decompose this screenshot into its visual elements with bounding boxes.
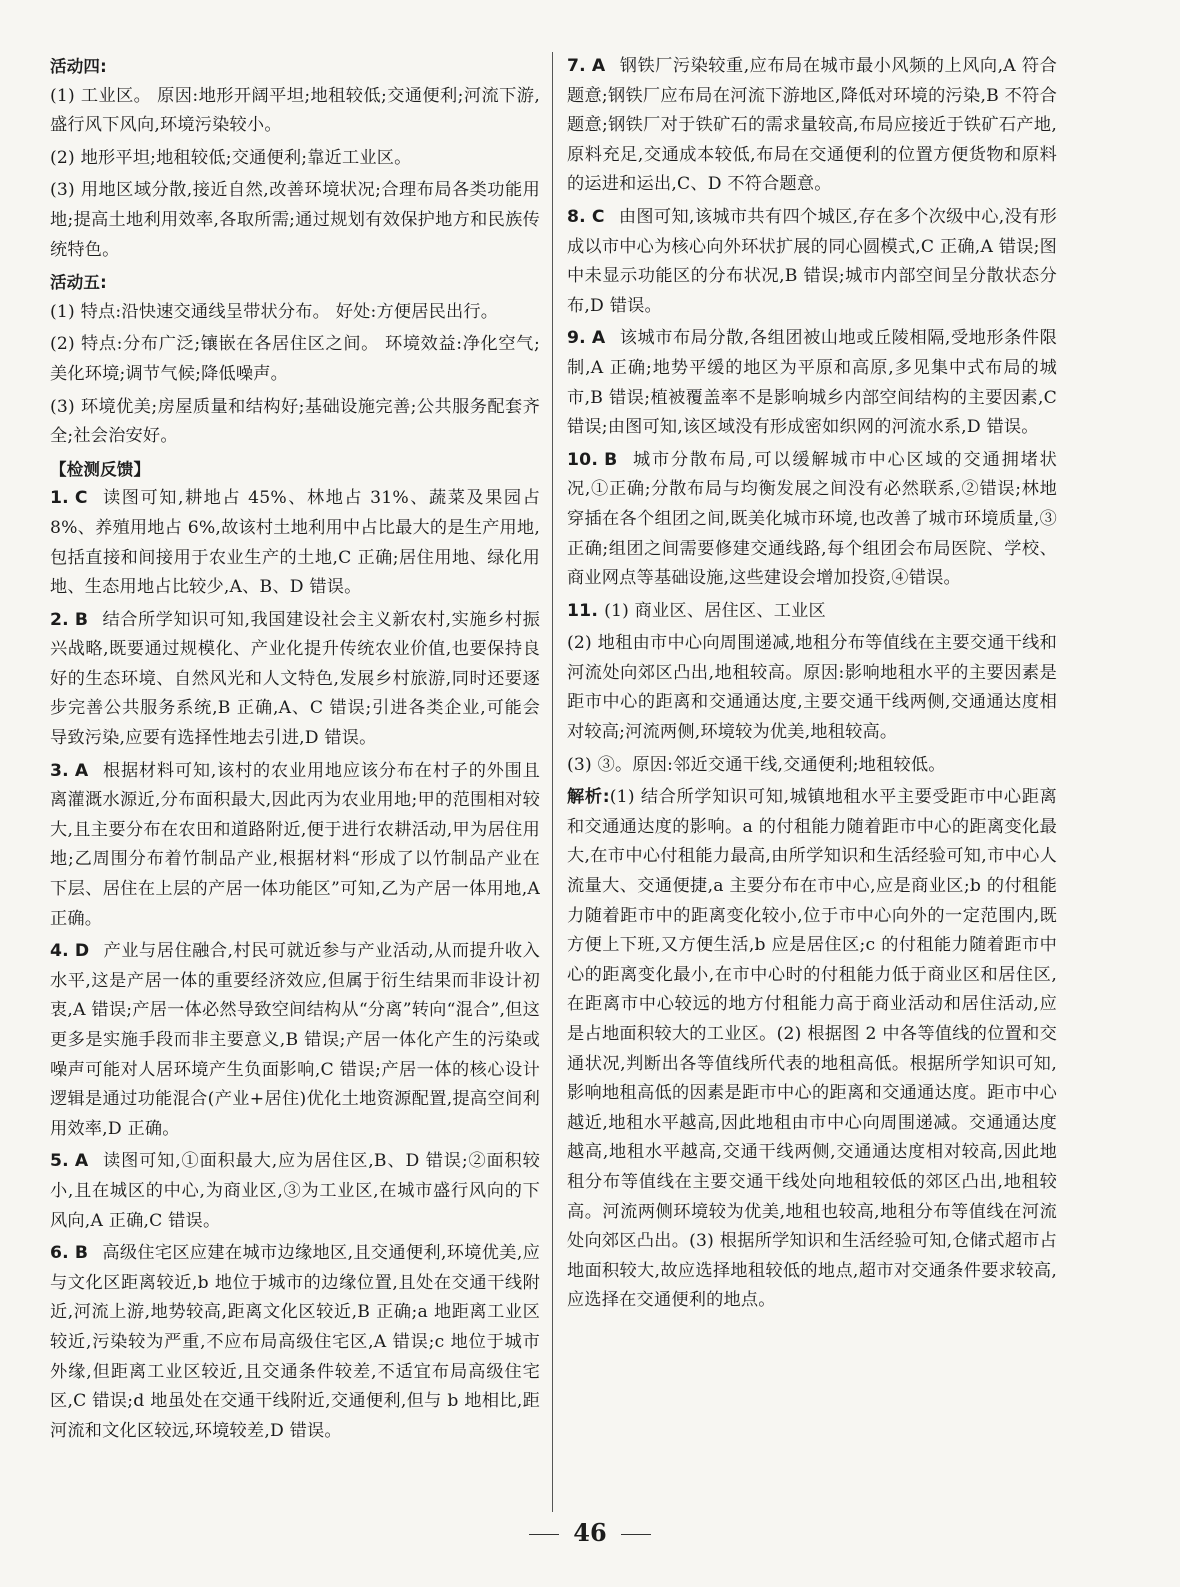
activity-4-item-1: (1) 工业区。 原因:地形开阔平坦;地租较低;交通便利;河流下游,盛行风下风向,环境污染较小。 (50, 85, 540, 136)
question-explanation: 读图可知,①面积最大,应为居住区,B、D 错误;②面积较小,且在城区的中心,为商业区,③为工业区,在城市盛行风向的下风向,A 正确,C 错误。 (50, 1151, 540, 1231)
question-answer: A (591, 56, 606, 76)
question-explanation: 读图可知,耕地占 45%、林地占 31%、蔬菜及果园占 8%、养殖用地占 6%,故该村土地利用中占比最大的是生产用地,包括直接和间接用于农业生产的土地,C 正确;居住用地、绿化用地、生态用地占比较少,A、B、D 错误。 (50, 488, 540, 598)
column-divider (552, 52, 553, 1512)
question-6 (50, 1239, 540, 1446)
activity-4-title: 活动四: (50, 57, 107, 76)
footer-dash-right (621, 1534, 651, 1535)
question-answer: A (591, 328, 606, 349)
question-answer: C (74, 488, 88, 509)
question-number: 10. (567, 449, 599, 470)
analysis-label: 解析: (567, 787, 610, 808)
question-11-part-1 (567, 597, 1057, 627)
question-explanation: 城市分散布局,可以缓解城市中心区域的交通拥堵状况,①正确;分散布局与均衡发展之间没有必然联系,②错误;林地穿插在各个组团之间,既美化城市环境,也改善了城市环境质量,③正确;组团之间需要修建交通线路,每个组团会布局医院、学校、商业网点等基础设施,这些建设会增加投资,④错误。 (567, 449, 1057, 589)
question-8 (567, 203, 1057, 321)
question-explanation: 高级住宅区应建在城市边缘地区,且交通便利,环境优美,应与文化区距离较近,b 地位于城市的边缘位置,且处在交通干线附近,河流上游,地势较高,距离文化区较近,B 正确;a 地距离工业区较近,污染较为严重,不应布局高级住宅区,A 错误;c 地位于城市外缘,但距离工业区较近,且交通条件较差,不适宜布局高级住宅区,C 错误;d 地虽处在交通干线附近,交通便利,但与 b 地相比,距河流和文化区较远,环境较差,D 错误。 (50, 1243, 540, 1441)
question-number: 5. (50, 1151, 69, 1172)
right-column (567, 52, 1057, 1319)
page-footer (0, 1518, 1180, 1547)
activity-4-item-2: (2) 地形平坦;地租较低;交通便利;靠近工业区。 (50, 147, 412, 168)
question-5 (50, 1147, 540, 1236)
question-3 (50, 757, 540, 935)
question-answer: B (74, 609, 89, 630)
activity-5-item-2: (2) 特点:分布广泛;镶嵌在各居住区之间。 环境效益:净化空气;美化环境;调节气候;降低噪声。 (50, 334, 540, 384)
activity-5-title: 活动五: (50, 273, 107, 293)
question-7 (567, 52, 1057, 200)
question-9 (567, 324, 1057, 442)
activity-4-item-3: (3) 用地区域分散,接近自然,改善环境状况;合理布局各类功能用地;提高土地利用效率,各取所需;通过规划有效保护地方和民族传统特色。 (50, 180, 540, 260)
question-explanation: 结合所学知识可知,我国建设社会主义新农村,实施乡村振兴战略,既要通过规模化、产业化提升传统农业价值,也要保持良好的生态环境、自然风光和人文特色,发展乡村旅游,同时还要逐步完善公共服务系统,B 正确,A、C 错误;引进各类企业,可能会导致污染,应要有选择性地去引进,D 错误。 (50, 609, 540, 749)
question-11-answer-1: (1) 商业区、居住区、工业区 (604, 600, 826, 621)
question-explanation: 钢铁厂污染较重,应布局在城市最小风频的上风向,A 符合题意;钢铁厂应布局在河流下游地区,降低对环境的污染,B 不符合题意;钢铁厂对于铁矿石的需求量较高,布局应接近于铁矿石产地,原料充足,交通成本较低,布局在交通便利的位置方便货物和原料的运进和运出,C、D 不符合题意。 (567, 56, 1057, 195)
question-answer: B (604, 449, 618, 470)
activity-5-item-1: (1) 特点:沿快速交通线呈带状分布。 好处:方便居民出行。 (50, 301, 499, 322)
left-column (50, 52, 540, 1449)
question-2 (50, 606, 540, 754)
question-explanation: 产业与居住融合,村民可就近参与产业活动,从而提升收入水平,这是产居一体的重要经济效应,但属于衍生结果而非设计初衷,A 错误;产居一体必然导致空间结构从“分离”转向“混合”,但这更多是实施手段而非主要意义,B 错误;产居一体化产生的污染或噪声可能对人居环境产生负面影响,C 错误;产居一体的核心设计逻辑是通过功能混合(产业+居住)优化土地资源配置,提高空间利用效率,D 正确。 (50, 941, 540, 1139)
question-4 (50, 937, 540, 1144)
question-number: 1. (50, 488, 69, 509)
question-number: 3. (50, 760, 69, 781)
question-1 (50, 484, 540, 602)
analysis (567, 783, 1057, 1316)
question-number: 9. (567, 328, 586, 349)
question-number: 2. (50, 609, 69, 630)
question-explanation: 该城市布局分散,各组团被山地或丘陵相隔,受地形条件限制,A 正确;地势平缓的地区为平原和高原,多见集中式布局的城市,B 错误;植被覆盖率不是影响城乡内部空间结构的主要因素,C 错误;由图可知,该区域没有形成密如织网的河流水系,D 错误。 (567, 328, 1057, 438)
activity-5-item-3: (3) 环境优美;房屋质量和结构好;基础设施完善;公共服务配套齐全;社会治安好。 (50, 396, 540, 447)
feedback-title: 【检测反馈】 (50, 459, 151, 479)
question-answer: A (74, 1151, 89, 1172)
question-answer: B (74, 1243, 89, 1264)
question-number: 7. (567, 56, 586, 76)
question-explanation: 根据材料可知,该村的农业用地应该分布在村子的外围且离灌溉水源近,分布面积最大,因此丙为农业用地;甲的范围相对较大,且主要分布在农田和道路附近,便于进行农耕活动,甲为居住用地;乙周围分布着竹制品产业,根据材料“形成了以竹制品产业在下层、居住在上层的产居一体功能区”可知,乙为产居一体用地,A 正确。 (50, 760, 540, 929)
question-number: 8. (567, 206, 586, 227)
analysis-text: (1) 结合所学知识可知,城镇地租水平主要受距市中心距离和交通通达度的影响。a 的付租能力随着距市中心的距离变化最大,在市中心付租能力最高,由所学知识和生活经验可知,市中心人流量大、交通便捷,a 主要分布在市中心,应是商业区;b 的付租能力随着距市中的距离变化较小,位于市中心向外的一定范围内,既方便上下班,又方便生活,b 应是居住区;c 的付租能力随着距市中心的距离变化最小,在市中心时的付租能力低于商业区和居住区,在距离市中心较远的地方付租能力高于商业活动和居住活动,应是占地面积较大的工业区。(2) 根据图 2 中各等值线的位置和交通状况,判断出各等值线所代表的地租高低。根据所学知识可知,影响地租高低的因素是距市中心的距离和交通通达度。距市中心越近,地租水平越高,因此地租由市中心向周围递减。交通通达度越高,地租水平越高,交通干线两侧,交通通达度相对较高,因此地租分布等值线在主要交通干线处向地租较低的郊区凸出,地租较高。河流两侧环境较为优美,地租也较高,地租分布等值线在河流处向郊区凸出。(3) 根据所学知识和生活经验可知,仓储式超市占地面积较大,故应选择地租较低的地点,超市对交通条件要求较高,应选择在交通便利的地点。 (567, 787, 1058, 1311)
question-number: 4. (50, 941, 69, 962)
question-explanation: 由图可知,该城市共有四个城区,存在多个次级中心,没有形成以市中心为核心向外环状扩展的同心圆模式,C 正确,A 错误;图中未显示功能区的分布状况,B 错误;城市内部空间呈分散状态分布,D 错误。 (567, 206, 1057, 316)
question-10 (567, 446, 1057, 594)
page-number: 46 (573, 1518, 607, 1547)
question-11-answer-2: (2) 地租由市中心向周围递减,地租分布等值线在主要交通干线和河流处向郊区凸出,地租较高。原因:影响地租水平的主要因素是距市中心的距离和交通通达度,主要交通干线两侧,交通通达度相对较高;河流两侧,环境较为优美,地租较高。 (567, 633, 1057, 743)
question-answer: C (591, 206, 605, 227)
footer-dash-left (529, 1534, 559, 1535)
question-number: 11. (567, 600, 599, 621)
question-answer: A (74, 760, 89, 781)
question-11-answer-3: (3) ③。原因:邻近交通干线,交通便利;地租较低。 (567, 754, 946, 775)
question-answer: D (74, 941, 90, 962)
question-number: 6. (50, 1243, 69, 1264)
